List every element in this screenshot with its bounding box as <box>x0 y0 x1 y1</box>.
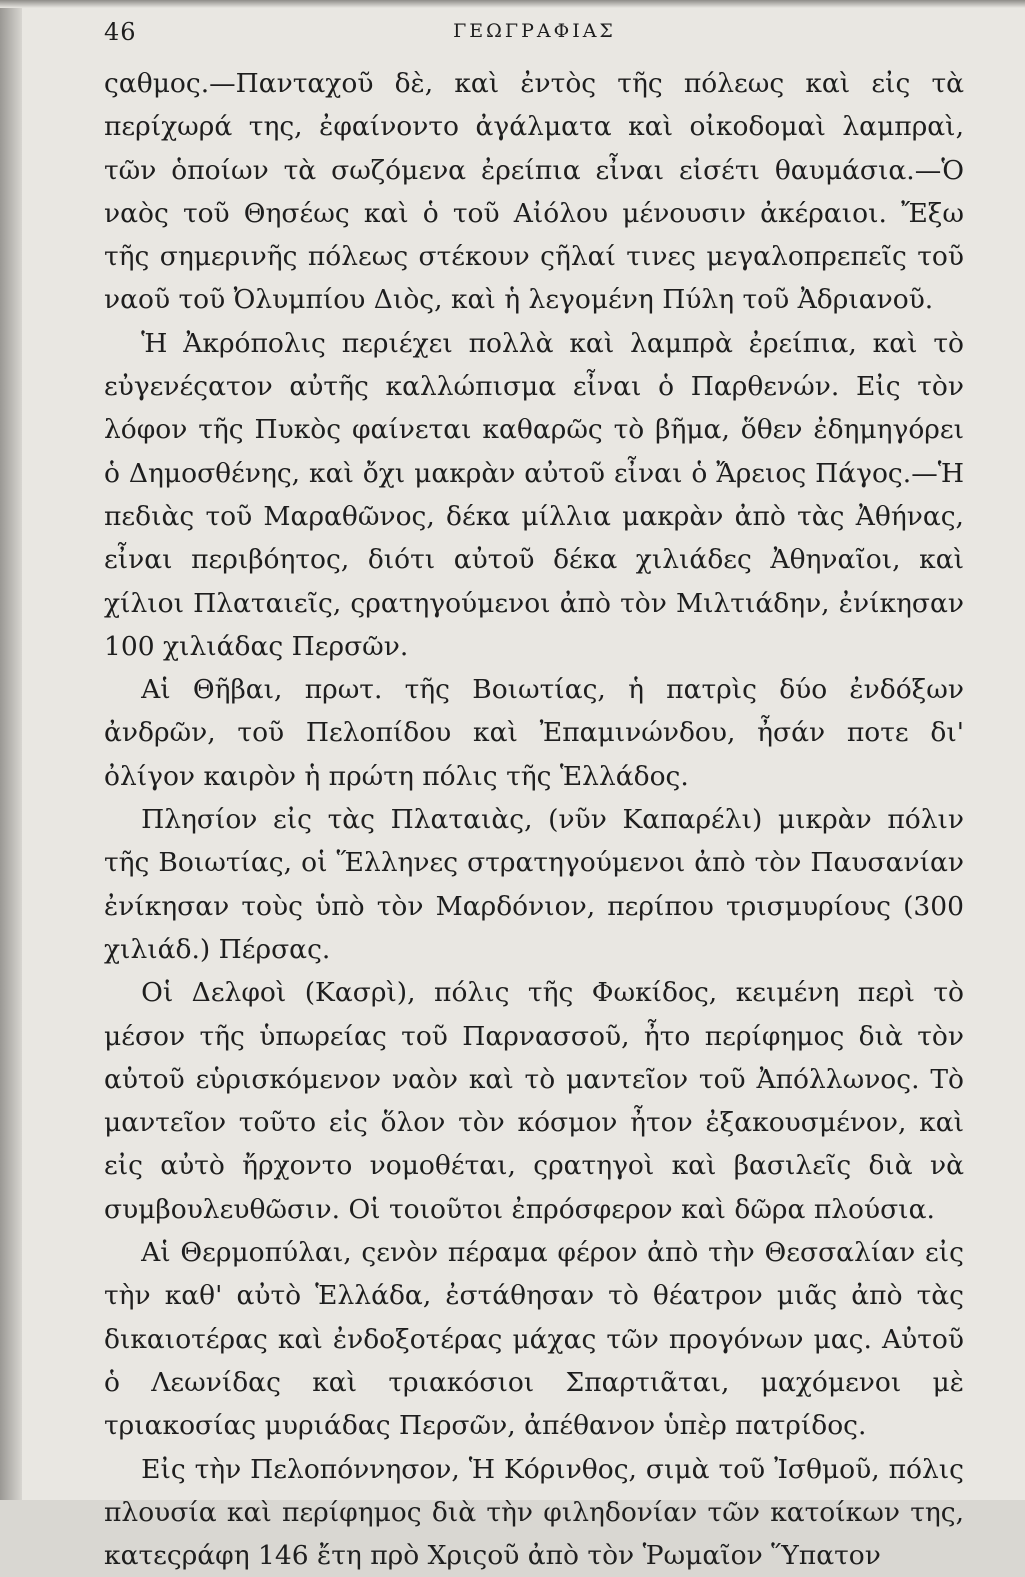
body-text <box>104 62 964 1577</box>
paragraph-acropolis: Ἡ Ἀκρόπολις περιέχει πολλὰ καὶ λαμπρὰ ἐρείπια, καὶ τὸ εὐγενέςατον αὐτῆς καλλώπισμα εἶναι ὁ Παρθενών. Εἰς τὸν λόφον τῆς Πυκὸς φαίνεται καθαρῶς τὸ βῆμα, ὅθεν ἐδημηγόρει ὁ Δημοσθένης, καὶ ὄχι μακρὰν αὐτοῦ εἶναι ὁ Ἄρειος Πάγος.—Ἡ πεδιὰς τοῦ Μαραθῶνος, δέκα μίλλια μακρὰν ἀπὸ τὰς Ἀθήνας, εἶναι περιβόητος, διότι αὐτοῦ δέκα χιλιάδες Ἀθηναῖοι, καὶ χίλιοι Πλαταιεῖς, ςρατηγούμενοι ἀπὸ τὸν Μιλτιάδην, ἐνίκησαν 100 χιλιάδας Περσῶν. <box>104 322 964 668</box>
paragraph-athens-monuments: ςαθμος.—Πανταχοῦ δὲ, καὶ ἐντὸς τῆς πόλεως καὶ εἰς τὰ περίχωρά της, ἐφαίνοντο ἀγάλματα καὶ οἰκοδομαὶ λαμπραὶ, τῶν ὁποίων τὰ σωζόμενα ἐρείπια εἶναι εἰσέτι θαυμάσια.—Ὁ ναὸς τοῦ Θησέως καὶ ὁ τοῦ Αἰόλου μένουσιν ἀκέραιοι. Ἔξω τῆς σημερινῆς πόλεως στέκουν ςῆλαί τινες μεγαλοπρεπεῖς τοῦ ναοῦ τοῦ Ὀλυμπίου Διὸς, καὶ ἡ λεγομένη Πύλη τοῦ Ἀδριανοῦ. <box>104 62 964 322</box>
page-top-edge <box>0 0 1025 8</box>
page-number: 46 <box>104 18 137 46</box>
running-title: ΓΕΩΓΡΑΦΙΑΣ <box>104 20 965 42</box>
paragraph-corinth: Εἰς τὴν Πελοπόννησον, Ἡ Κόρινθος, σιμὰ τοῦ Ἰσθμοῦ, πόλις πλουσία καὶ περίφημος διὰ τὴν φιληδονίαν τῶν κατοίκων της, κατεςράφη 146 ἔτη πρὸ Χριςοῦ ἀπὸ τὸν Ῥωμαῖον Ὕπατον <box>104 1448 964 1577</box>
page-header <box>104 12 965 48</box>
paragraph-plataea: Πλησίον εἰς τὰς Πλαταιὰς, (νῦν Καπαρέλι) μικρὰν πόλιν τῆς Βοιωτίας, οἱ Ἕλληνες στρατηγούμενοι ἀπὸ τὸν Παυσανίαν ἐνίκησαν τοὺς ὑπὸ τὸν Μαρδόνιον, περίπου τρισμυρίους (300 χιλιάδ.) Πέρσας. <box>104 798 964 971</box>
paragraph-thebes: Αἱ Θῆβαι, πρωτ. τῆς Βοιωτίας, ἡ πατρὶς δύο ἐνδόξων ἀνδρῶν, τοῦ Πελοπίδου καὶ Ἐπαμινώνδου, ἦσάν ποτε δι' ὀλίγον καιρὸν ἡ πρώτη πόλις τῆς Ἑλλάδος. <box>104 668 964 798</box>
paragraph-thermopylae: Αἱ Θερμοπύλαι, ςενὸν πέραμα φέρον ἀπὸ τὴν Θεσσαλίαν εἰς τὴν καθ' αὐτὸ Ἑλλάδα, ἐστάθησαν τὸ θέατρον μιᾶς ἀπὸ τὰς δικαιοτέρας καὶ ἐνδοξοτέρας μάχας τῶν προγόνων μας. Αὐτοῦ ὁ Λεωνίδας καὶ τριακόσιοι Σπαρτιᾶται, μαχόμενοι μὲ τριακοσίας μυριάδας Περσῶν, ἀπέθανον ὑπὲρ πατρίδος. <box>104 1231 964 1447</box>
paragraph-delphi: Οἱ Δελφοὶ (Κασρὶ), πόλις τῆς Φωκίδος, κειμένη περὶ τὸ μέσον τῆς ὑπωρείας τοῦ Παρνασσοῦ, ἦτο περίφημος διὰ τὸν αὐτοῦ εὑρισκόμενον ναὸν καὶ τὸ μαντεῖον τοῦ Ἀπόλλωνος. Τὸ μαντεῖον τοῦτο εἰς ὅλον τὸν κόσμον ἦτον ἐξακουσμένον, καὶ εἰς αὐτὸ ἤρχοντο νομοθέται, ςρατηγοὶ καὶ βασιλεῖς διὰ νὰ συμβουλευθῶσιν. Οἱ τοιοῦτοι ἐπρόσφερον καὶ δῶρα πλούσια. <box>104 971 964 1231</box>
page-shadow-edge <box>0 0 22 1500</box>
